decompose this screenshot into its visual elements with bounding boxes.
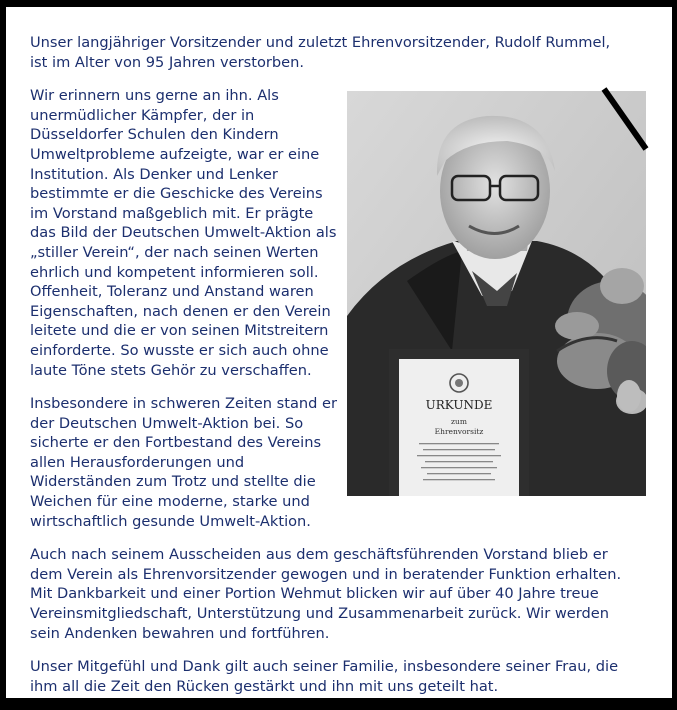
certificate-line2: Ehrenvorsitz bbox=[434, 427, 484, 437]
obituary-content bbox=[30, 33, 630, 710]
paragraph-hard-times: Insbesondere in schweren Zeiten stand er der Deutschen Umwelt-Aktion bei. So sicherte er den Fortbestand des Vereins allen Herausforderungen und Widerständen zum Trotz und stellte die Weichen für eine moderne, starke und wirtschaftlich gesunde Umwelt-Aktion. bbox=[30, 395, 338, 530]
certificate-title: URKUNDE bbox=[425, 398, 493, 413]
paragraph-memories: Wir erinnern uns gerne an ihn. Als unermüdlicher Kämpfer, der in Düsseldorfer Schulen den Kindern Umweltprobleme aufzeigte, war er eine Institution. Als Denker und Lenker bestimmte er die Geschicke des Vereins im Vorstand maßgeblich mit. Er prägte das Bild der Deutschen Umwelt-Aktion als „stiller Verein“, der nach seinen Werten ehrlich und kompetent informieren soll. Offenheit, Toleranz und Anstand waren Eigenschaften, nach denen er den Verein leitete und die er von seinen Mitstreitern einforderte. So wusste er sich auch ohne laute Töne stets Gehör zu verschaffen. bbox=[30, 87, 337, 379]
paragraph-honorary: Auch nach seinem Ausscheiden aus dem geschäftsführenden Vorstand blieb er dem Verein als Ehrenvorsitzender gewogen und in beratender Funktion erhalten. Mit Dankbarkeit und einer Portion Wehmut blicken wir auf über 40 Jahre treue Vereinsmitgliedschaft, Unterstützung und Zusammenarbeit zurück. Wir werden sein Andenken bewahren und fortführen. bbox=[30, 546, 622, 642]
obituary-frame bbox=[6, 7, 672, 698]
paragraph-intro: Unser langjähriger Vorsitzender und zuletzt Ehrenvorsitzender, Rudolf Rummel, ist im Alter von 95 Jahren verstorben. bbox=[30, 34, 611, 71]
paragraph-condolence: Unser Mitgefühl und Dank gilt auch seiner Familie, insbesondere seiner Frau, die ihm all die Zeit den Rücken gestärkt und ihn mit uns geteilt hat. bbox=[30, 658, 619, 695]
certificate-frame bbox=[389, 349, 529, 496]
certificate-line1: zum bbox=[451, 417, 467, 427]
mourning-band-icon bbox=[600, 85, 650, 155]
portrait-photo bbox=[347, 91, 646, 496]
